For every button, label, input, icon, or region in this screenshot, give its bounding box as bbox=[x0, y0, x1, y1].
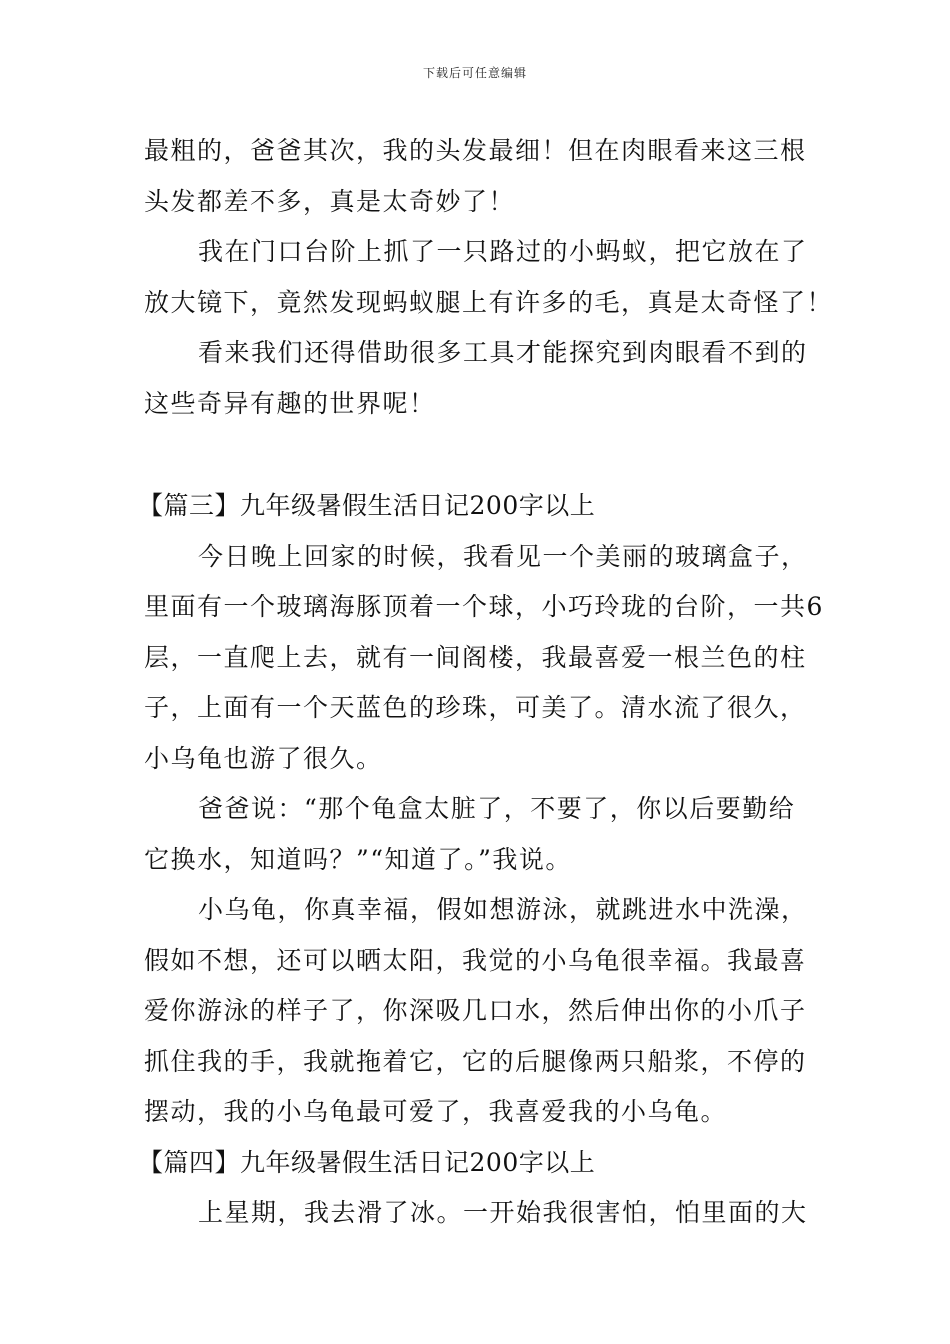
section-3-paragraph-1 bbox=[144, 532, 824, 785]
text-line: 小乌龟也游了很久。 bbox=[144, 743, 383, 773]
section-3-heading: 【篇三】九年级暑假生活日记200字以上 bbox=[138, 491, 596, 520]
section-spacer bbox=[144, 429, 808, 481]
text-line: 爱你游泳的样子了，你深吸几口水，然后伸出你的小爪子 bbox=[144, 996, 807, 1025]
document-body bbox=[138, 126, 834, 1239]
text-line: 头发都差不多，真是太奇妙了！ bbox=[144, 186, 516, 216]
text-line: 抓住我的手，我就拖着它，它的后腿像两只船浆，不停的 bbox=[144, 1046, 807, 1076]
intro-paragraph-2 bbox=[144, 227, 834, 328]
section-3-paragraph-3 bbox=[144, 885, 808, 1138]
text-line: 这些奇异有趣的世界呢！ bbox=[144, 388, 436, 418]
text-line: 摆动，我的小乌龟最可爱了，我喜爱我的小乌龟。 bbox=[144, 1097, 728, 1126]
text-line: 小乌龟，你真幸福，假如想游泳，就跳进水中洗澡， bbox=[198, 895, 808, 924]
text-line: 今日晚上回家的时候，我看见一个美丽的玻璃盒子， bbox=[198, 541, 808, 571]
text-line: 它换水，知道吗？”“知道了。”我说。 bbox=[144, 844, 572, 874]
intro-paragraph-3 bbox=[144, 328, 808, 429]
text-line: 上星期，我去滑了冰。一开始我很害怕，怕里面的大 bbox=[198, 1198, 808, 1227]
page-header-note: 下载后可任意编辑 bbox=[422, 66, 527, 80]
section-4-heading: 【篇四】九年级暑假生活日记200字以上 bbox=[138, 1147, 596, 1177]
text-line: 看来我们还得借助很多工具才能探究到肉眼看不到的 bbox=[198, 338, 808, 367]
text-line: 爸爸说：“那个龟盒太脏了，不要了，你以后要勤给 bbox=[198, 794, 796, 823]
intro-paragraph-1 bbox=[144, 126, 808, 227]
section-4-paragraph-1 bbox=[144, 1188, 808, 1239]
text-line: 假如不想，还可以晒太阳，我觉的小乌龟很幸福。我最喜 bbox=[144, 945, 807, 975]
text-line: 里面有一个玻璃海豚顶着一个球，小巧玲珑的台阶，一共6 bbox=[144, 592, 824, 621]
section-3-paragraph-2 bbox=[144, 784, 808, 885]
text-line: 我在门口台阶上抓了一只路过的小蚂蚁，把它放在了 bbox=[198, 237, 808, 266]
text-line: 子，上面有一个天蓝色的珍珠，可美了。清水流了很久， bbox=[144, 693, 807, 722]
text-line: 最粗的，爸爸其次，我的头发最细！但在肉眼看来这三根 bbox=[144, 136, 807, 165]
text-line: 层，一直爬上去，就有一间阁楼，我最喜爱一根兰色的柱 bbox=[144, 642, 807, 672]
text-line: 放大镜下，竟然发现蚂蚁腿上有许多的毛，真是太奇怪了！ bbox=[144, 287, 834, 317]
